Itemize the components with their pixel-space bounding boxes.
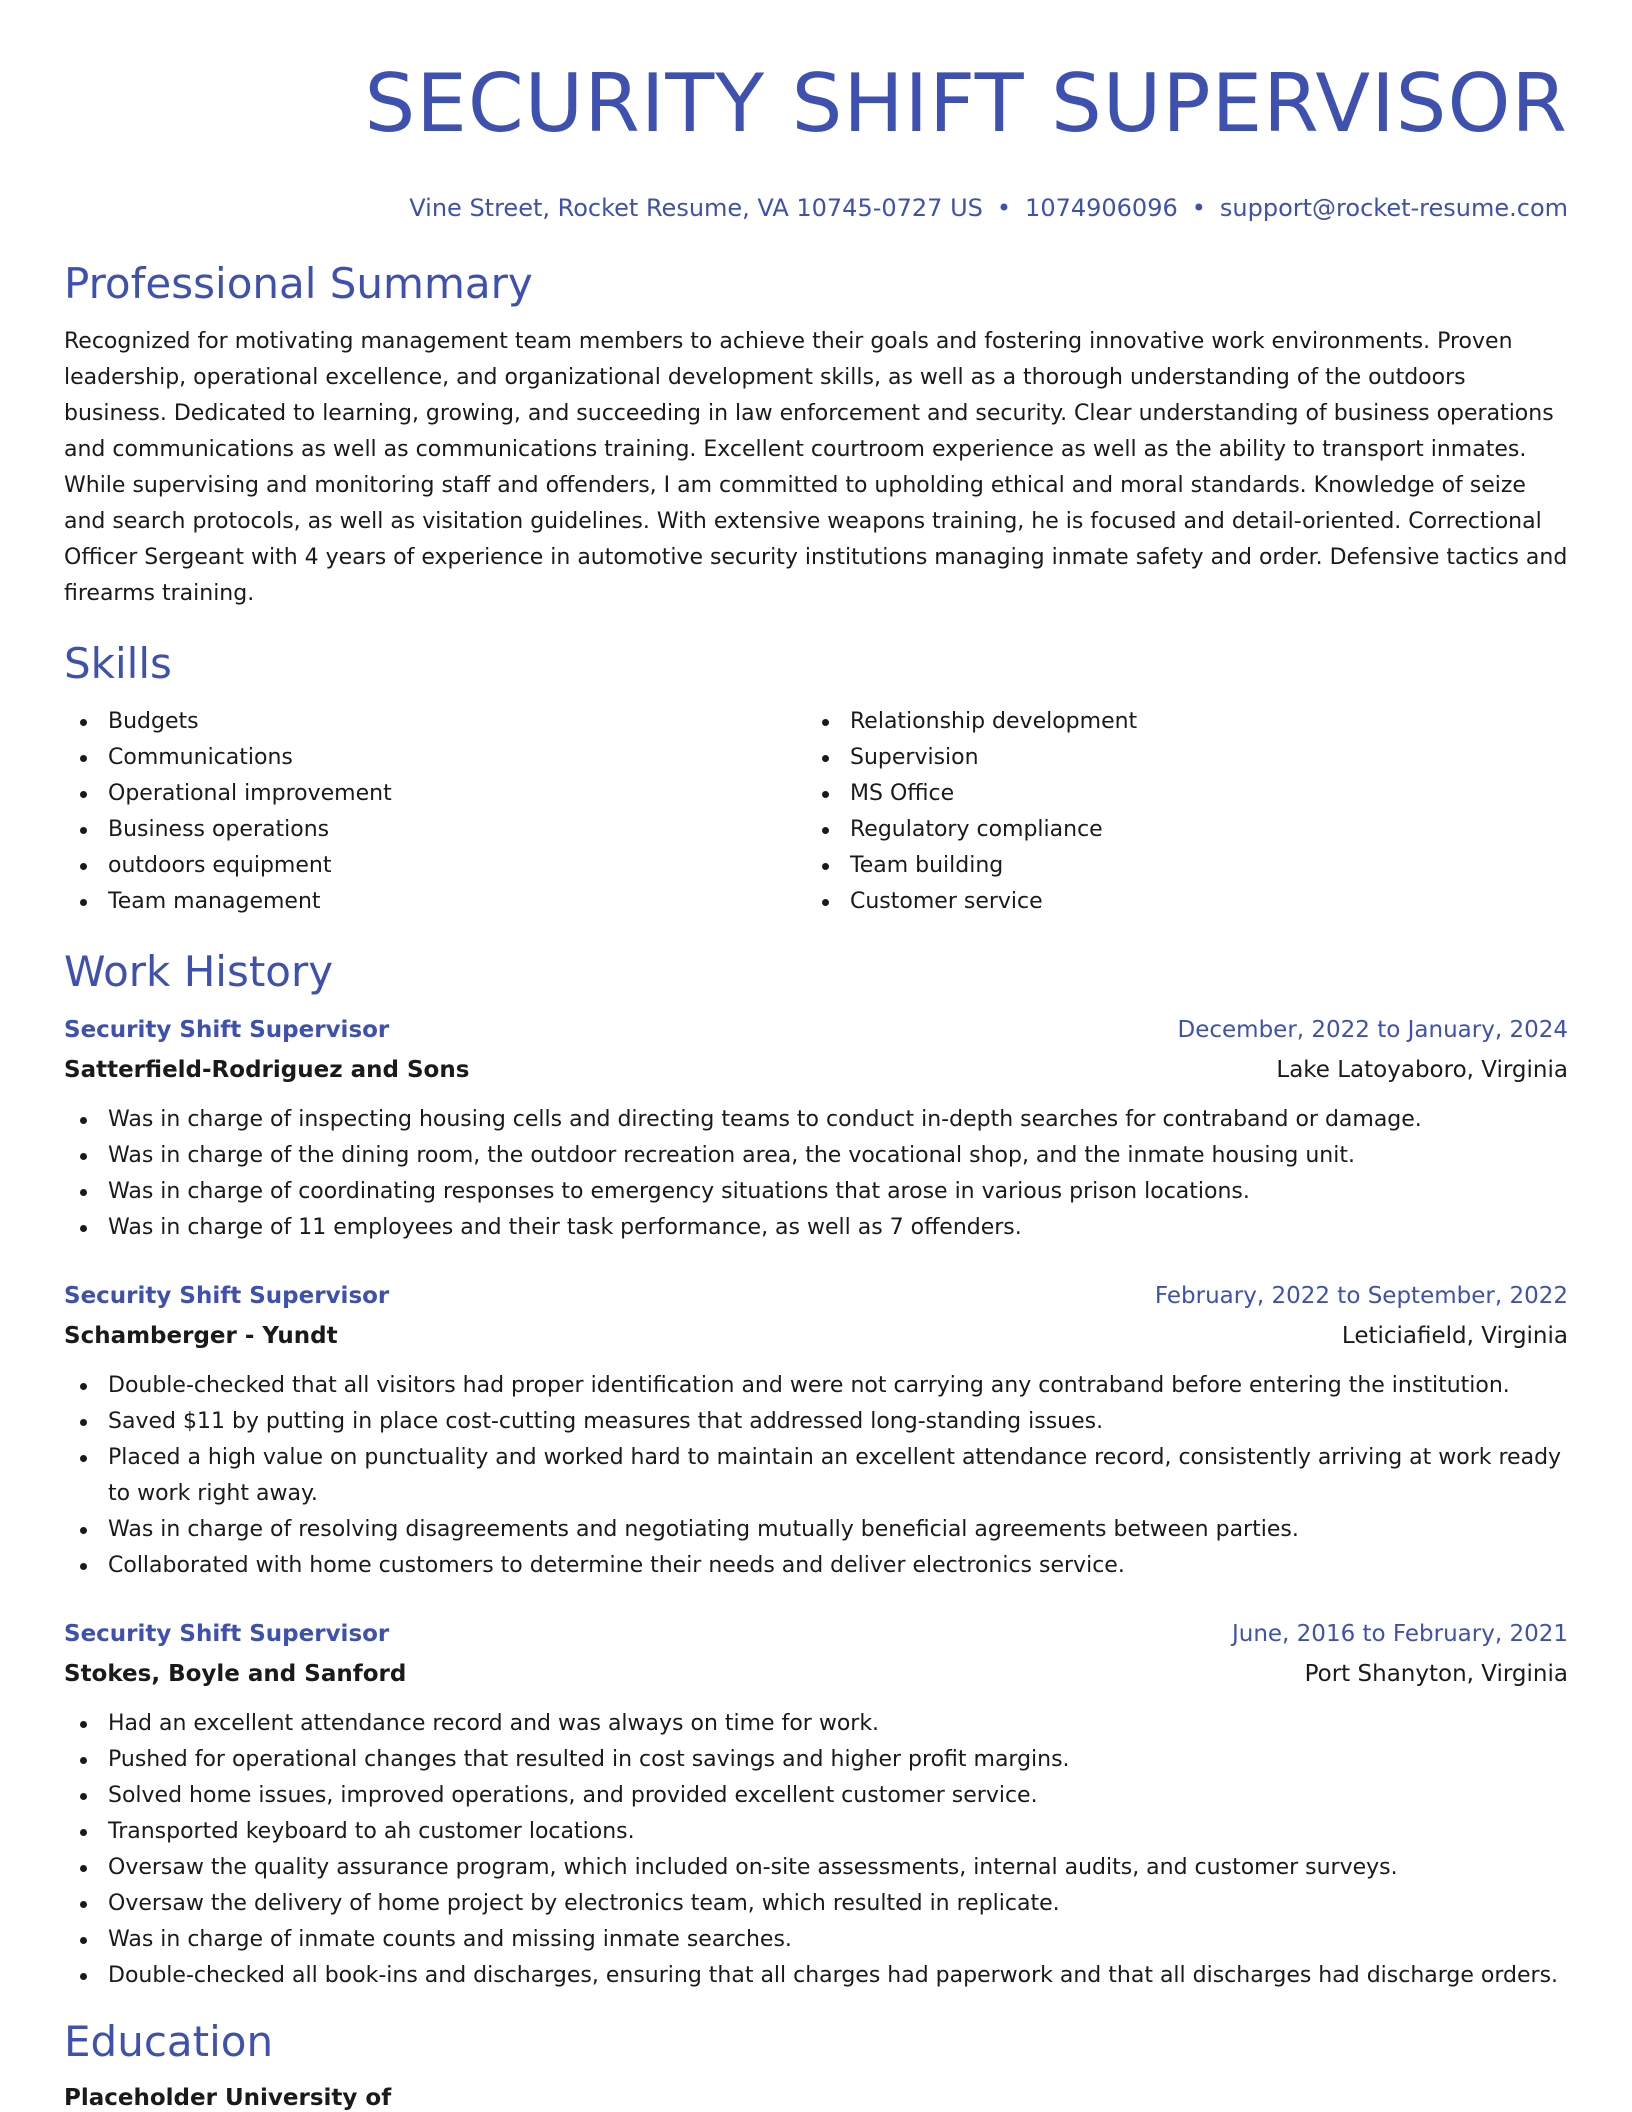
section-heading-skills: Skills bbox=[64, 639, 172, 688]
skills-column-right bbox=[806, 704, 1548, 920]
section-heading-summary: Professional Summary bbox=[64, 259, 533, 308]
job-bullet: Was in charge of coordinating responses to emergency situations that arose in various prison locations. bbox=[64, 1174, 1568, 1210]
job-company: Schamberger - Yundt bbox=[64, 1323, 338, 1349]
job-header bbox=[64, 1616, 1568, 1652]
job-location: Lake Latoyaboro, Virginia bbox=[1276, 1057, 1568, 1083]
skill-item: Regulatory compliance bbox=[806, 812, 1548, 848]
resume-title: SECURITY SHIFT SUPERVISOR bbox=[364, 57, 1568, 150]
section-heading-education: Education bbox=[64, 2017, 274, 2066]
job-title: Security Shift Supervisor bbox=[64, 1621, 390, 1647]
job-location: Leticiafield, Virginia bbox=[1341, 1323, 1568, 1349]
summary-text: Recognized for motivating management team members to achieve their goals and fostering innovative work environments. Proven leadership, operational excellence, and organizational development skills, as well as a thorough understanding of the outdoors business. Dedicated to learning, growing, and succeeding in law enforcement and security. Clear understanding of business operations and communications as well as communications training. Excellent courtroom experience as well as the ability to transport inmates. While supervising and monitoring staff and offenders, I am committed to upholding ethical and moral standards. Knowledge of seize and search protocols, as well as visitation guidelines. With extensive weapons training, he is focused and detail-oriented. Correctional Officer Sergeant with 4 years of experience in automotive security institutions managing inmate safety and order. Defensive tactics and firearms training. bbox=[64, 329, 1568, 606]
job-bullet: Pushed for operational changes that resulted in cost savings and higher profit margins. bbox=[64, 1742, 1568, 1778]
job-bullet: Double-checked that all visitors had proper identification and were not carrying any contraband before entering the institution. bbox=[64, 1368, 1568, 1404]
job-bullet: Oversaw the delivery of home project by electronics team, which resulted in replicate. bbox=[64, 1886, 1568, 1922]
job-bullet: Solved home issues, improved operations, and provided excellent customer service. bbox=[64, 1778, 1568, 1814]
skill-item: Relationship development bbox=[806, 704, 1548, 740]
separator-dot: • bbox=[1191, 194, 1206, 222]
job-company: Satterfield-Rodriguez and Sons bbox=[64, 1057, 470, 1083]
skills-list bbox=[64, 704, 1568, 920]
skill-item: Business operations bbox=[64, 812, 806, 848]
education-entry: Placeholder University of bbox=[64, 2085, 392, 2111]
job-dates: December, 2022 to January, 2024 bbox=[1177, 1017, 1568, 1043]
job-subheader bbox=[64, 1318, 1568, 1354]
job-title: Security Shift Supervisor bbox=[64, 1283, 390, 1309]
job-bullet: Saved $11 by putting in place cost-cutting measures that addressed long-standing issues. bbox=[64, 1404, 1568, 1440]
job-entry bbox=[64, 1278, 1568, 1584]
skill-item: Budgets bbox=[64, 704, 806, 740]
email-link[interactable]: support@rocket-resume.com bbox=[1219, 194, 1568, 222]
job-subheader bbox=[64, 1052, 1568, 1088]
job-dates: February, 2022 to September, 2022 bbox=[1154, 1283, 1568, 1309]
skill-item: Operational improvement bbox=[64, 776, 806, 812]
job-bullet: Oversaw the quality assurance program, which included on-site assessments, internal audits, and customer surveys. bbox=[64, 1850, 1568, 1886]
job-bullet: Double-checked all book-ins and discharges, ensuring that all charges had paperwork and that all discharges had discharge orders. bbox=[64, 1958, 1568, 1994]
job-bullet: Was in charge of resolving disagreements and negotiating mutually beneficial agreements between parties. bbox=[64, 1512, 1568, 1548]
job-entry bbox=[64, 1616, 1568, 1994]
job-bullet: Was in charge of inspecting housing cells and directing teams to conduct in-depth searches for contraband or damage. bbox=[64, 1102, 1568, 1138]
contact-line bbox=[64, 192, 1568, 224]
job-bullet: Had an excellent attendance record and was always on time for work. bbox=[64, 1706, 1568, 1742]
job-dates: June, 2016 to February, 2021 bbox=[1231, 1621, 1568, 1647]
job-bullet: Transported keyboard to ah customer locations. bbox=[64, 1814, 1568, 1850]
job-company: Stokes, Boyle and Sanford bbox=[64, 1661, 407, 1687]
job-location: Port Shanyton, Virginia bbox=[1304, 1661, 1568, 1687]
job-title: Security Shift Supervisor bbox=[64, 1017, 390, 1043]
job-bullet: Was in charge of inmate counts and missing inmate searches. bbox=[64, 1922, 1568, 1958]
skill-item: Supervision bbox=[806, 740, 1548, 776]
skill-item: Team management bbox=[64, 884, 806, 920]
job-bullets bbox=[64, 1706, 1568, 1994]
job-bullet: Was in charge of 11 employees and their task performance, as well as 7 offenders. bbox=[64, 1210, 1568, 1246]
job-bullet: Collaborated with home customers to determine their needs and deliver electronics service. bbox=[64, 1548, 1568, 1584]
skill-item: MS Office bbox=[806, 776, 1548, 812]
job-header bbox=[64, 1278, 1568, 1314]
skill-item: Communications bbox=[64, 740, 806, 776]
job-bullet: Was in charge of the dining room, the outdoor recreation area, the vocational shop, and the inmate housing unit. bbox=[64, 1138, 1568, 1174]
skill-item: outdoors equipment bbox=[64, 848, 806, 884]
skill-item: Team building bbox=[806, 848, 1548, 884]
job-bullets bbox=[64, 1368, 1568, 1584]
job-bullets bbox=[64, 1102, 1568, 1246]
separator-dot: • bbox=[996, 194, 1012, 222]
job-header bbox=[64, 1012, 1568, 1048]
phone-number: 1074906096 bbox=[1025, 194, 1178, 222]
section-heading-work-history: Work History bbox=[64, 947, 334, 996]
job-bullet: Placed a high value on punctuality and worked hard to maintain an excellent attendance record, consistently arriving at work ready to work right away. bbox=[64, 1440, 1568, 1512]
job-entry bbox=[64, 1012, 1568, 1246]
skills-column-left bbox=[64, 704, 806, 920]
job-subheader bbox=[64, 1656, 1568, 1692]
skill-item: Customer service bbox=[806, 884, 1548, 920]
address: Vine Street, Rocket Resume, VA 10745-0727 US bbox=[409, 194, 983, 222]
